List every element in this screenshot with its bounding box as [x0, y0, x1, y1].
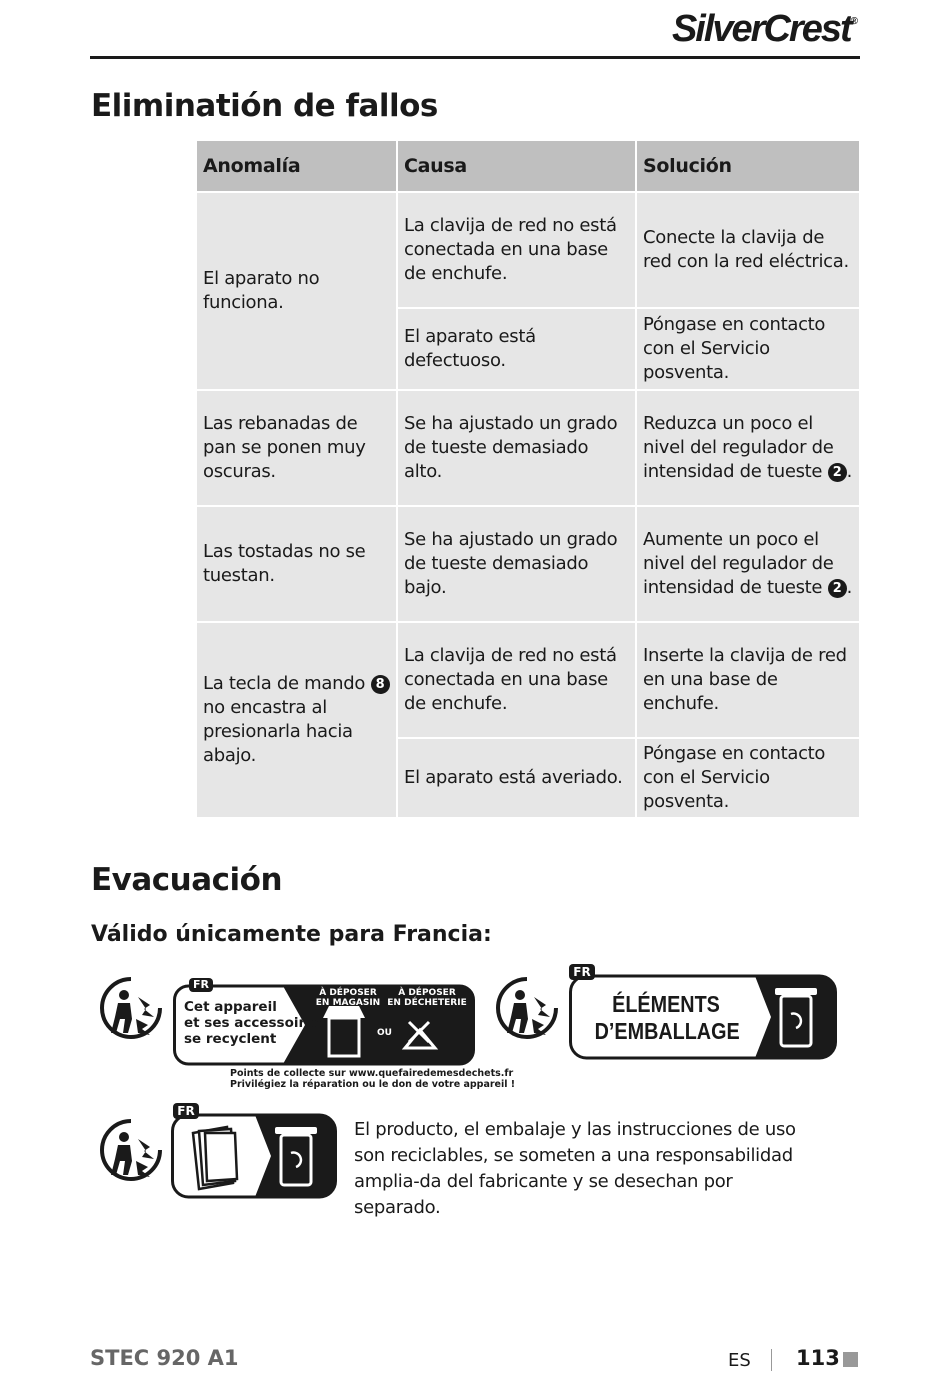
cause-cell: Se ha ajustado un grado de tueste demasiado alto. [397, 390, 636, 506]
disposal-paragraph: El producto, el embalaje y las instrucciones de uso son reciclables, se someten a una responsabilidad amplia-da del fabricante y se desechan por separado. [354, 1119, 796, 1218]
logo-appliance-recycling [173, 978, 475, 1066]
logo1-text-line: se recyclent [184, 1031, 277, 1047]
footer-language: ES [728, 1350, 751, 1371]
solution-cell [636, 506, 860, 622]
logo1-text-line: et ses accessoires [184, 1015, 323, 1031]
cause-cell: La clavija de red no está conectada en una base de enchufe. [397, 622, 636, 738]
fr-badge: FR [193, 978, 209, 991]
troubleshooting-table [195, 139, 861, 819]
cause-cell: Se ha ajustado un grado de tueste demasiado bajo. [397, 506, 636, 622]
logo2-text-line: ÉLÉMENTS [612, 991, 720, 1017]
logo-paper-recycling [171, 1103, 337, 1199]
cause-cell: El aparato está averiado. [397, 738, 636, 818]
solution-text: Reduzca un poco el nivel del regulador de intensidad de tueste [643, 413, 834, 482]
logo1-or: OU [377, 1028, 392, 1038]
solution-cell: Conecte la clavija de red con la red eléctrica. [636, 192, 860, 308]
column-header-solution: Solución [636, 140, 860, 192]
triman-icon [494, 975, 560, 1041]
fr-badge: FR [177, 1104, 195, 1118]
logo-packaging [569, 964, 837, 1060]
anomaly-text: La tecla de mando [203, 673, 366, 694]
disposal-subtitle: Válido únicamente para Francia: [91, 922, 492, 947]
table-header-row [196, 140, 860, 192]
column-header-anomaly: Anomalía [196, 140, 397, 192]
solution-cell: Póngase en contacto con el Servicio posventa. [636, 738, 860, 818]
footer-separator [771, 1349, 772, 1371]
ref-number-badge: 2 [828, 463, 847, 482]
ref-number-badge: 8 [371, 675, 390, 694]
triman-icon [98, 975, 164, 1041]
logo2-text-line: D’EMBALLAGE [594, 1018, 740, 1044]
cause-cell: El aparato está defectuoso. [397, 308, 636, 390]
table-row [196, 506, 860, 622]
logo1-note-line: Privilégiez la réparation ou le don de votre appareil ! [230, 1079, 516, 1090]
option-line: EN DÉCHETERIE [387, 998, 467, 1008]
header-rule [90, 56, 860, 59]
triman-icon [98, 1117, 164, 1183]
table-row [196, 192, 860, 308]
ref-number-badge: 2 [828, 579, 847, 598]
solution-cell: Inserte la clavija de red en una base de enchufe. [636, 622, 860, 738]
solution-text: Aumente un poco el nivel del regulador de intensidad de tueste [643, 529, 834, 598]
solution-cell [636, 390, 860, 506]
logo1-note-line: Points de collecte sur www.quefairedemesdechets.fr [230, 1068, 514, 1079]
footer-square-icon [843, 1352, 858, 1367]
logo1-text [184, 999, 322, 1047]
anomaly-cell [196, 622, 397, 818]
logo1-text-line: Cet appareil [184, 999, 277, 1015]
cause-cell: La clavija de red no está conectada en una base de enchufe. [397, 192, 636, 308]
anomaly-cell: El aparato no funciona. [196, 192, 397, 390]
brand-name: SilverCrest [671, 8, 851, 50]
logo1-option-dump [387, 988, 467, 1008]
column-header-cause: Causa [397, 140, 636, 192]
table-row [196, 390, 860, 506]
fr-badge: FR [573, 965, 591, 979]
option-line: À DÉPOSER [319, 988, 377, 998]
logo1-note [230, 1068, 515, 1090]
disposal-title: Evacuación [91, 862, 283, 898]
solution-period: . [846, 461, 853, 482]
anomaly-cell: Las tostadas no se tuestan. [196, 506, 397, 622]
option-line: EN MAGASIN [315, 998, 381, 1008]
anomaly-cell: Las rebanadas de pan se ponen muy oscuras. [196, 390, 397, 506]
footer-page-number: 113 [796, 1346, 840, 1370]
footer-model: STEC 920 A1 [90, 1346, 239, 1370]
solution-period: . [846, 577, 853, 598]
registered-mark: ® [850, 16, 858, 27]
option-line: À DÉPOSER [398, 988, 456, 998]
anomaly-text-rest: no encastra al presionarla hacia abajo. [203, 697, 353, 766]
troubleshooting-title: Eliminatión de fallos [91, 88, 438, 124]
logo1-option-store [313, 988, 383, 1008]
brand-logo [672, 8, 858, 51]
logo2-text [595, 991, 738, 1045]
table-row [196, 622, 860, 738]
solution-cell: Póngase en contacto con el Servicio posventa. [636, 308, 860, 390]
